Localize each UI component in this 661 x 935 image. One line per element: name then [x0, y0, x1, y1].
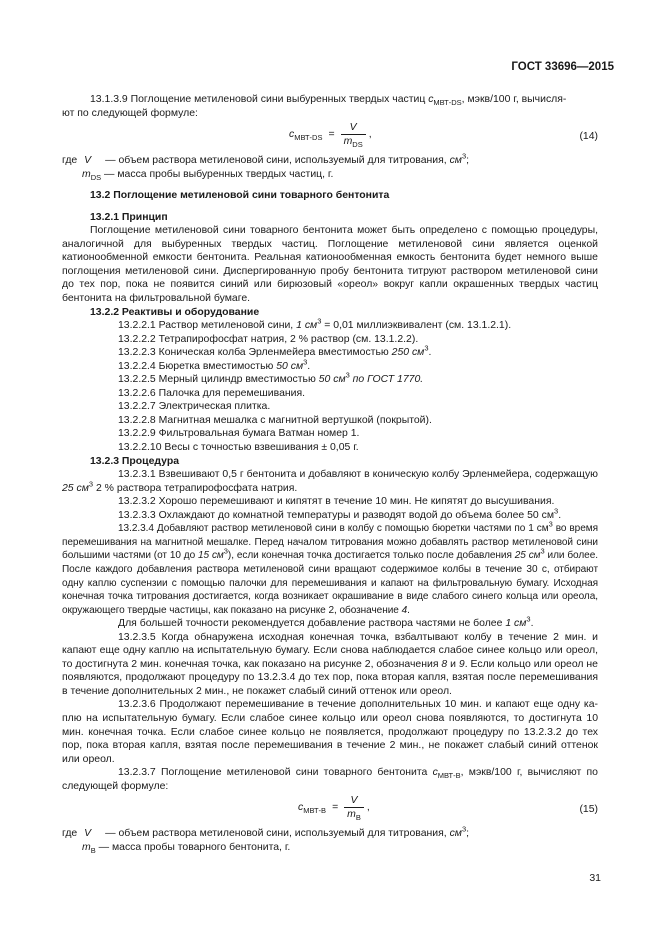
item-italic: по ГОСТ 1770. — [349, 374, 424, 386]
step-sup: 3 — [223, 547, 228, 557]
numerator-symbol: V — [350, 795, 358, 807]
document-header: ГОСТ 33696—2015 — [511, 61, 614, 73]
item-italic: 250 см — [391, 347, 425, 359]
step-13-2-3-5 — [62, 631, 598, 699]
step-text: 13.2.3.3 Охлаждают до комнатной температуры и разводят водой до объема более 50 см — [118, 509, 555, 521]
def-symbol-v: V — [84, 155, 92, 167]
step-text: 13.2.3.1 Взвешивают 0,5 г бентонита и добавляют в коническую колбу Эрленмейера, содержащую — [118, 469, 598, 481]
denominator-subscript: B — [355, 813, 361, 823]
formula-denominator — [344, 807, 364, 821]
step-italic: 1 см — [505, 618, 527, 630]
symbol-subscript: МВТ-DS — [433, 98, 462, 108]
item-text: 13.2.2.3 Коническая колба Эрленмейера вместимостью — [118, 347, 392, 359]
def-unit-exponent: 3 — [461, 824, 467, 834]
item-13-2-2-2: 13.2.2.2 Тетрапирофосфат натрия, 2 % раствор (см. 13.1.2.2). — [118, 333, 419, 345]
item-13-2-2-9: 13.2.2.9 Фильтровальная бумага Ватман номер 1. — [118, 428, 360, 440]
item-text: = 0,01 миллиэквивалент (см. 13.1.2.1). — [321, 320, 512, 332]
clause-13-1-3-9 — [62, 93, 598, 107]
formula-fraction — [341, 122, 366, 148]
equation-number-14: (14) — [579, 131, 598, 143]
def-end: ; — [466, 828, 470, 840]
item-italic: 50 см — [318, 374, 346, 386]
step-sup: 3 — [548, 519, 553, 529]
step-text: 13.2.3.4 Добавляют раствор метиленовой сини в колбу с помощью бюретки частями по 1 см — [118, 523, 549, 535]
step-13-2-3-4 — [62, 519, 598, 617]
denominator-symbol: m — [347, 809, 356, 821]
formula-lhs — [298, 801, 326, 815]
def-symbol-m: m — [82, 841, 91, 853]
step-text: . — [558, 509, 562, 521]
item-13-2-2-7: 13.2.2.7 Электрическая плитка. — [118, 401, 271, 413]
def-text — [105, 824, 470, 841]
step-text: 13.2.3.5 Когда обнаружена исходная конечная точка, взбалтывают колбу в течение 2 мин. и капают еще одну каплю на испытательную бумагу. Если снова наблюдается слабое синее кольцо или ореол, то достигнута 2 мин. конечная точка, как показано на рисунке 2, обозначения — [62, 631, 598, 670]
formula-comma: , — [368, 129, 372, 141]
step-13-2-3-3 — [62, 506, 598, 523]
item-sup: 3 — [317, 316, 322, 326]
formula-lhs-symbol: c — [298, 802, 304, 814]
item-italic: 1 см — [296, 320, 318, 332]
step-italic: 25 см — [514, 550, 541, 562]
step-13-2-3-4-note — [62, 614, 598, 631]
step-sup: 3 — [554, 506, 559, 516]
symbol-c: c — [428, 94, 434, 105]
numerator-symbol: V — [349, 122, 357, 134]
step-text: во время перемешивания на магнитной мешалке. Перед началом титрования можно добавлять раствор метиленовой сини большими частями (от 10 до — [62, 523, 598, 562]
section-heading-13-2: 13.2 Поглощение метиленовой сини товарного бентонита — [90, 190, 390, 202]
step-sup: 3 — [526, 614, 531, 624]
step-italic: 4 — [401, 604, 408, 616]
item-13-2-2-8: 13.2.2.8 Магнитная мешалка с магнитной вертушкой (покрытой). — [118, 414, 432, 426]
formula-15-body — [298, 795, 370, 821]
step-text: . — [530, 618, 534, 630]
paragraph-13-2-1: Поглощение метиленовой сини товарного бентонита может быть определено с помощью процедуры, аналогичной для выбуренных твердых частиц. Поглощение метиленовой сини является оценкой катионообменной емкости бентонита. Реальная катионообменная емкость бентонита будет немного выше поглощения метиленовой сини. Диспергированную пробу бентонита титруют раствором метиленовой сини до тех пор, пока не появится синий или бирюзовый «ореол» вокруг капли окрашенных твердых частиц бентонита на фильтровальной бумаге. — [62, 225, 598, 305]
page-number: 31 — [589, 872, 601, 884]
step-text: ), если конечная точка достигается только после добавления — [227, 550, 515, 562]
page-content — [62, 93, 598, 854]
def-symbol-subscript: B — [90, 845, 96, 855]
def-text — [105, 151, 470, 168]
step-italic: 25 см — [62, 482, 89, 494]
def-unit-exponent: 3 — [461, 151, 467, 161]
formula-numerator — [347, 122, 360, 134]
formula-fraction — [344, 795, 364, 821]
symbol-subscript: МВТ-В — [437, 771, 461, 781]
step-text: Для большей точности рекомендуется добавление раствора частями не более — [118, 618, 506, 630]
formula-numerator — [348, 795, 361, 807]
step-text: , мэкв/100 г, вычисляют по следующей формуле: — [62, 767, 598, 792]
subsection-heading-13-2-3: 13.2.3 Процедура — [90, 455, 179, 467]
step-italic: 15 см — [198, 550, 224, 562]
spacer — [62, 203, 598, 211]
step-italic: 8 — [441, 658, 448, 670]
def-unit: см — [449, 155, 462, 167]
item-text: 13.2.2.1 Раствор метиленовой сини, — [118, 320, 297, 332]
step-text: или более. После каждого добавления раствора метиленовой сини вращают содержимое колбы в течение 30 с, отбирают одну каплю суспензии с помощью палочки для перемешивания и капают на фильтровальную бумагу. Исходная конечная точка титрования достигается, когда возникает окрашивание в виде слабого синего кольца или ореола, окружающего твердые частицы, как показано на рисунке 2, обозначение — [62, 550, 598, 616]
denominator-symbol: m — [343, 136, 353, 148]
item-text: 13.2.2.5 Мерный цилиндр вместимостью — [118, 374, 319, 386]
formula-lhs-subscript: МВТ-DS — [294, 133, 323, 143]
formula-equals: = — [332, 802, 339, 814]
item-sup: 3 — [303, 357, 308, 367]
formula-14-body — [289, 122, 372, 148]
def-symbol-v: V — [84, 828, 92, 840]
item-text: 13.2.2.4 Бюретка вместимостью — [118, 360, 277, 372]
def-description: — объем раствора метиленовой сини, используемый для титрования, — [105, 828, 450, 840]
item-text: . — [428, 347, 432, 359]
item-italic: 50 см — [276, 360, 304, 372]
definition-m-14 — [62, 168, 598, 182]
step-13-2-3-1 — [62, 468, 598, 495]
def-end: ; — [466, 155, 470, 167]
step-13-2-3-7 — [62, 766, 598, 793]
item-13-2-2-3 — [62, 343, 598, 360]
def-symbol-m: m — [82, 168, 91, 180]
item-sup: 3 — [424, 343, 429, 353]
step-sup: 3 — [540, 547, 545, 557]
step-text: и — [447, 658, 459, 670]
step-italic: 9 — [458, 658, 465, 670]
subsection-heading-13-2-2: 13.2.2 Реактивы и оборудование — [90, 306, 260, 318]
item-13-2-2-4 — [62, 357, 598, 374]
formula-denominator — [341, 134, 366, 148]
step-sup: 3 — [88, 479, 94, 489]
item-13-2-2-10: 13.2.2.10 Весы с точностью взвешивания ± 0,05 г. — [118, 442, 359, 454]
formula-lhs-subscript: МВТ-В — [303, 806, 327, 816]
symbol-c: c — [432, 767, 438, 779]
step-text: . Если кольцо или ореол не появляются, продолжают процедуру по 13.2.3.4 до тех пор, пока вторая капля, взятая после перемешивания в течение дополнительных 2 мин., не покажет слабый синий оттенок или ореол. — [62, 658, 598, 697]
item-13-2-2-1 — [62, 316, 598, 333]
formula-equals: = — [328, 129, 335, 141]
def-symbol-subscript: DS — [90, 172, 102, 182]
formula-14 — [62, 120, 598, 154]
clause-text: , мэкв/100 г, вычисля- — [461, 94, 567, 105]
gde-word: где — [62, 155, 78, 167]
item-13-2-2-5 — [62, 370, 598, 387]
spacer — [62, 181, 598, 189]
def-unit: см — [449, 828, 462, 840]
def-description: — масса пробы выбуренных твердых частиц, г. — [104, 168, 334, 180]
subsection-heading-13-2-1: 13.2.1 Принцип — [90, 211, 168, 223]
step-text: . — [407, 604, 410, 616]
clause-13-1-3-9-cont: ют по следующей формуле: — [62, 107, 198, 119]
step-13-2-3-6: 13.2.3.6 Продолжают перемешивание в течение дополнительных 10 мин. и капают еще одну каплю на испытательную бумагу. Если слабое синее кольцо или ореол снова появляются, то достигнута 10 мин. конечная точка. Если слабое синее кольцо не появляется, продолжают процедуру по 13.2.3.2 до тех пор, пока вторая капля, взятая после перемешивания в течение 2 мин., не покажет слабый синий оттенок или ореол. — [62, 699, 598, 765]
formula-comma: , — [366, 802, 370, 814]
formula-lhs-symbol: c — [289, 129, 295, 141]
step-text: 13.2.3.7 Поглощение метиленовой сини товарного бентонита — [118, 767, 433, 779]
equation-number-15: (15) — [579, 804, 598, 816]
gde-word: где — [62, 828, 78, 840]
item-sup: 3 — [345, 370, 350, 380]
item-13-2-2-6: 13.2.2.6 Палочка для перемешивания. — [118, 387, 306, 399]
step-13-2-3-2: 13.2.3.2 Хорошо перемешивают и кипятят в течение 10 мин. Не кипятят до высушивания. — [118, 496, 555, 508]
formula-15 — [62, 793, 598, 827]
def-description: — объем раствора метиленовой сини, используемый для титрования, — [105, 155, 450, 167]
definition-v-14 — [62, 151, 598, 168]
step-text: 2 % раствора тетрапирофосфата натрия. — [93, 482, 298, 494]
clause-text: 13.1.3.9 Поглощение метиленовой сини выбуренных твердых частиц — [90, 94, 429, 105]
def-description: — масса пробы товарного бентонита, г. — [98, 841, 291, 853]
denominator-subscript: DS — [352, 140, 363, 150]
definition-m-15 — [62, 841, 598, 855]
definition-v-15 — [62, 824, 598, 841]
item-text: . — [307, 360, 311, 372]
formula-lhs — [289, 128, 322, 142]
